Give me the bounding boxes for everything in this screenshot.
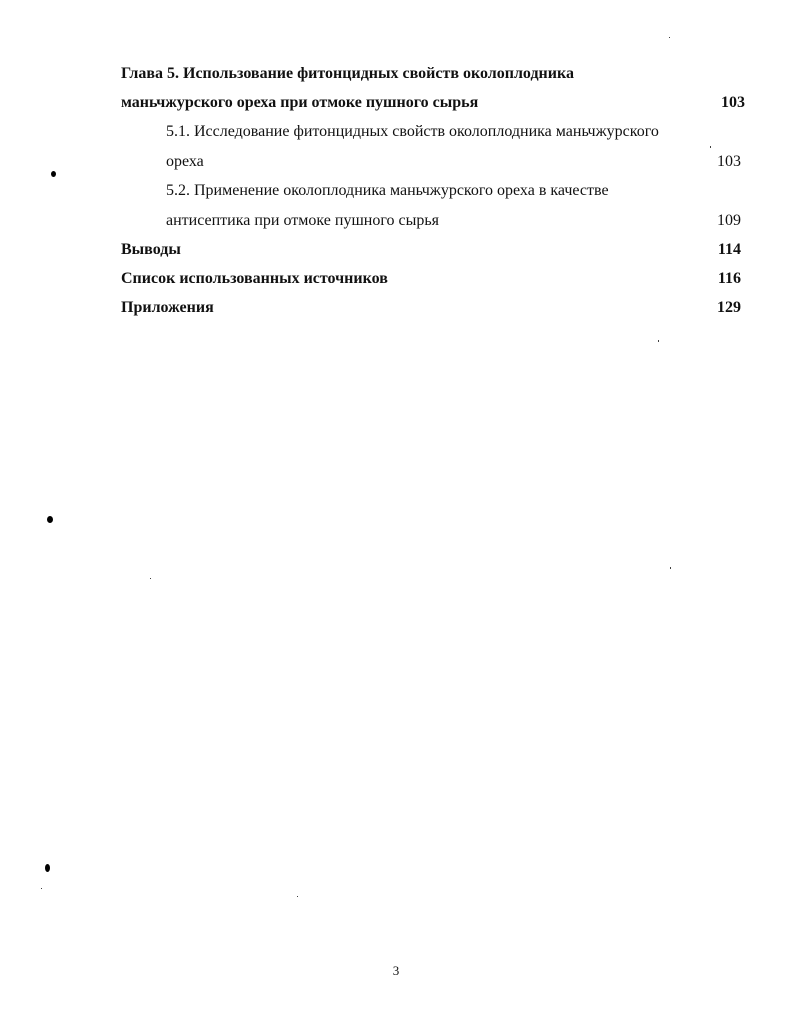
toc-chapter5-title-line1: Глава 5. Использование фитонцидных свойств околоплодника [121,65,574,82]
toc-references-title: Список использованных источников [121,270,388,287]
toc-section5-1-page: 103 [717,153,741,170]
scan-speck [150,578,151,579]
toc-chapter5-page: 103 [721,94,745,111]
toc-conclusions-title: Выводы [121,241,181,258]
page-number: 3 [392,963,400,978]
toc-chapter5-title-line2: маньчжурского ореха при отмоке пушного сырья [121,94,479,111]
toc-section5-2-page: 109 [717,212,741,229]
scan-speck [47,516,53,523]
toc-appendices-title: Приложения [121,299,214,316]
scan-speck [670,567,671,569]
scan-speck [41,888,42,889]
toc-appendices-page: 129 [717,299,741,316]
toc-section5-2-line1: 5.2. Применение околоплодника маньчжурского ореха в качестве [166,182,609,199]
toc-section5-2-line2: антисептика при отмоке пушного сырья [166,212,439,229]
toc-section5-1-line1: 5.1. Исследование фитонцидных свойств околоплодника маньчжурского [166,123,659,140]
toc-conclusions-page: 114 [717,241,741,258]
scan-speck [297,896,298,897]
scan-speck [710,146,711,148]
scan-speck [658,340,659,342]
toc-references-page: 116 [717,270,741,287]
scan-speck [51,171,56,177]
scan-speck [45,864,50,872]
toc-section5-1-line2: ореха [166,153,204,170]
scan-speck [669,37,670,38]
